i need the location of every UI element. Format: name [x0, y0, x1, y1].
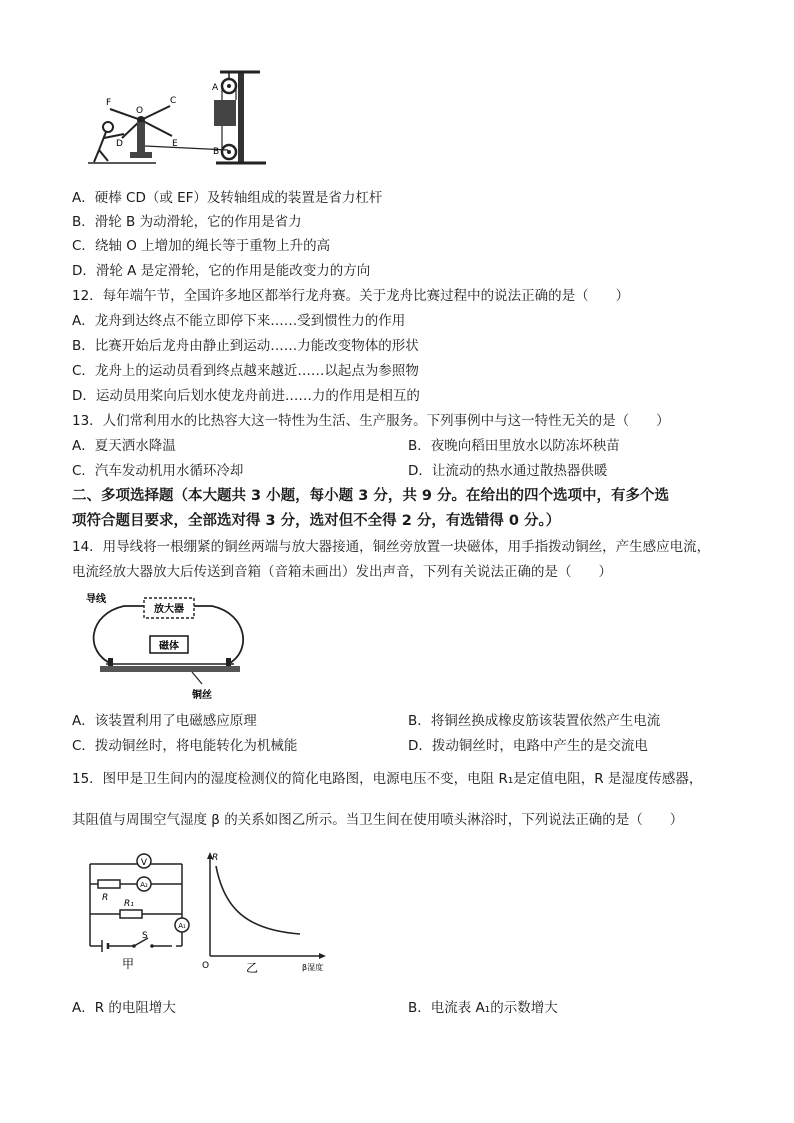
q12-stem: 12．每年端午节，全国许多地区都举行龙舟赛。关于龙舟比赛过程中的说法正确的是（ ） — [72, 288, 630, 304]
q15-stem-line1: 15．图甲是卫生间内的湿度检测仪的简化电路图，电源电压不变，电阻 R₁是定值电阻，R 是湿度传感器， — [72, 771, 703, 787]
q13-option-a: A．夏天洒水降温 — [72, 438, 176, 454]
label-C: C — [170, 96, 177, 106]
wire-label: 导线 — [86, 594, 106, 605]
q11-option-b: B．滑轮 B 为动滑轮，它的作用是省力 — [72, 214, 302, 230]
resistance-humidity-graph-yi — [198, 848, 330, 976]
q14-stem-line2: 电流经放大器放大后传送到音箱（音箱未画出）发出声音，下列有关说法正确的是（ ） — [72, 564, 612, 580]
section2-heading-line2: 项符合题目要求，全部选对得 3 分，选对但不全得 2 分，有选错得 0 分。） — [72, 513, 561, 529]
q13-stem: 13．人们常利用水的比热容大这一特性为生活、生产服务。下列事例中与这一特性无关的是（ ） — [72, 413, 670, 429]
q12-option-b: B．比赛开始后龙舟由静止到运动……力能改变物体的形状 — [72, 338, 419, 354]
humidity-circuit-figure-jia — [82, 848, 192, 976]
q12-option-d: D．运动员用桨向后划水使龙舟前进……力的作用是相互的 — [72, 388, 420, 404]
label-A1: A₁ — [178, 922, 186, 930]
q14-option-d: D．拨动铜丝时，电路中产生的是交流电 — [408, 738, 648, 754]
label-A: A — [212, 83, 219, 93]
weight-block — [214, 100, 236, 126]
q11-option-a: A．硬棒 CD（或 EF）及转轴组成的装置是省力杠杆 — [72, 190, 383, 206]
label-R1: R₁ — [124, 899, 134, 909]
origin-label: O — [202, 961, 210, 971]
q11-option-d: D．滑轮 A 是定滑轮，它的作用是能改变力的方向 — [72, 263, 371, 279]
q12-option-c: C．龙舟上的运动员看到终点越来越近……以起点为参照物 — [72, 363, 419, 379]
label-D: D — [116, 139, 123, 149]
caption-yi: 乙 — [246, 961, 259, 975]
magnet-label: 磁体 — [159, 641, 179, 652]
q12-option-a: A．龙舟到达终点不能立即停下来……受到惯性力的作用 — [72, 313, 406, 329]
label-A2: A₂ — [140, 881, 148, 889]
q13-option-b: B．夜晚向稻田里放水以防冻坏秧苗 — [408, 438, 620, 454]
resistor-R1 — [120, 910, 142, 918]
q15-stem-line2: 其阻值与周围空气湿度 β 的关系如图乙所示。当卫生间在使用喷头淋浴时，下列说法正确的是（ ） — [72, 812, 684, 828]
resistor-R — [98, 880, 120, 888]
r-beta-curve — [216, 866, 300, 934]
label-R: R — [102, 893, 109, 903]
label-O: O — [136, 106, 144, 116]
label-F: F — [106, 98, 112, 108]
label-E: E — [172, 139, 178, 149]
q13-option-c: C．汽车发动机用水循环冷却 — [72, 463, 244, 479]
caption-jia: 甲 — [122, 957, 135, 971]
label-S: S — [142, 931, 148, 941]
q15-option-b: B．电流表 A₁的示数增大 — [408, 1000, 558, 1016]
copper-wire-label: 铜丝 — [192, 690, 212, 701]
q14-stem-line1: 14．用导线将一根绷紧的铜丝两端与放大器接通，铜丝旁放置一块磁体，用手指拨动铜丝，产生感应电流， — [72, 539, 711, 555]
y-axis-label: R — [212, 853, 219, 863]
winch-pulley-figure — [86, 64, 286, 170]
q13-option-d: D．让流动的热水通过散热器供暖 — [408, 463, 608, 479]
amplifier-circuit-figure — [84, 592, 254, 704]
q15-option-a: A．R 的电阻增大 — [72, 1000, 176, 1016]
section2-heading-line1: 二、多项选择题（本大题共 3 小题，每小题 3 分，共 9 分。在给出的四个选项中，有多个选 — [72, 488, 670, 504]
q14-option-a: A．该装置利用了电磁感应原理 — [72, 713, 257, 729]
q11-option-c: C．绕轴 O 上增加的绳长等于重物上升的高 — [72, 238, 331, 254]
q14-option-b: B．将铜丝换成橡皮筋该装置依然产生电流 — [408, 713, 661, 729]
q14-option-c: C．拨动铜丝时，将电能转化为机械能 — [72, 738, 298, 754]
label-V: V — [140, 858, 148, 868]
amplifier-label: 放大器 — [154, 604, 184, 615]
label-B: B — [213, 147, 220, 157]
x-axis-label: β湿度 — [302, 963, 324, 972]
